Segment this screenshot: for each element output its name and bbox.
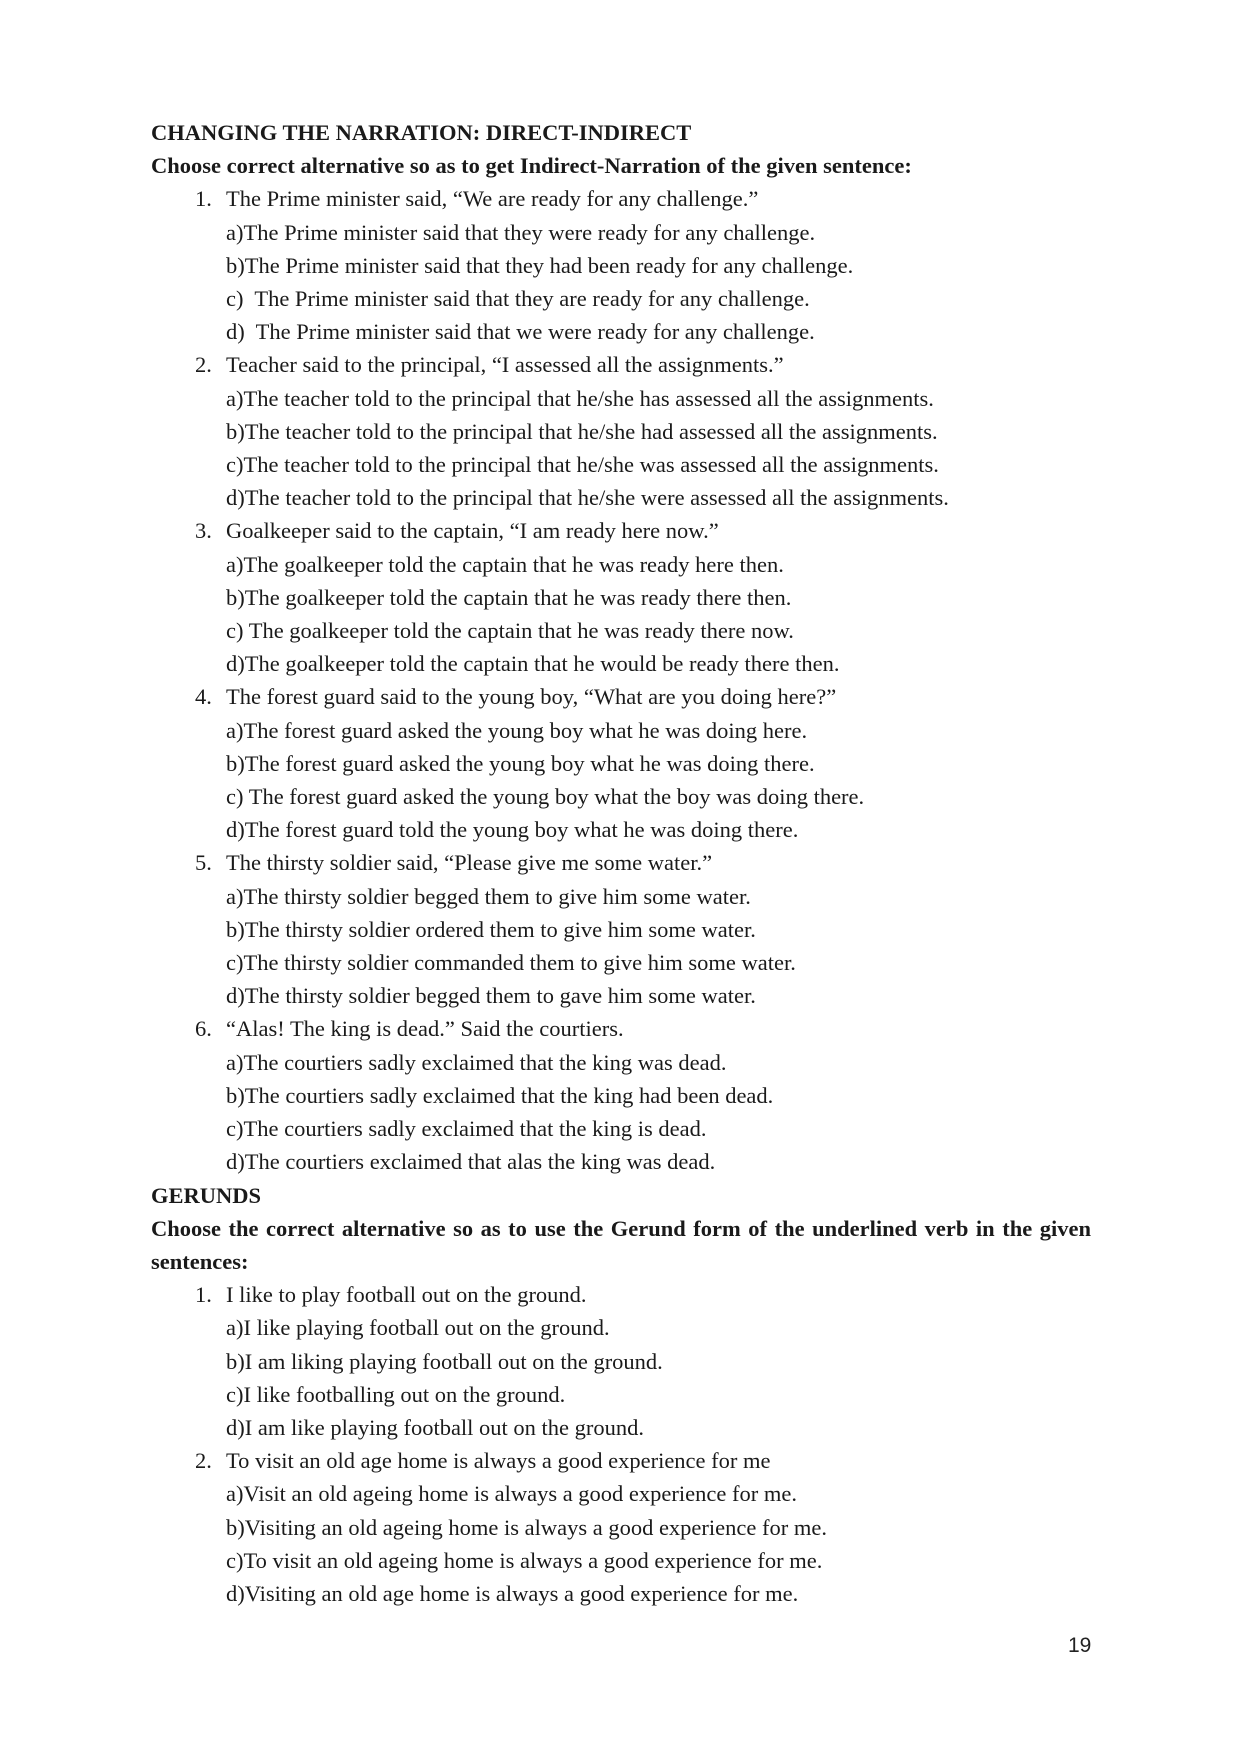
answer-option: d)The forest guard told the young boy what he was doing there. [226,817,799,843]
question-stem [151,1278,1091,1311]
question-item [151,1278,1091,1444]
question-text: To visit an old age home is always a good experience for me [226,1448,771,1474]
question-item [151,680,1091,846]
question-item [151,182,1091,348]
section-heading: CHANGING THE NARRATION: DIRECT-INDIRECT [151,120,692,145]
answer-option: d)The teacher told to the principal that he/she were assessed all the assignments. [226,485,949,511]
question-text: The forest guard said to the young boy, “What are you doing here?” [226,684,837,710]
answer-option: c) The forest guard asked the young boy what the boy was doing there. [226,784,865,810]
answer-option: a)The forest guard asked the young boy what he was doing here. [226,717,808,743]
answer-option: a)The teacher told to the principal that he/she has assessed all the assignments. [226,385,934,411]
section-instruction: Choose the correct alternative so as to use the Gerund form of the underlined verb in the given sentences: [151,1215,1091,1274]
answer-option: c) The goalkeeper told the captain that he was ready there now. [226,618,794,644]
answer-option: d)The goalkeeper told the captain that he would be ready there then. [226,651,840,677]
question-stem [151,1012,1091,1045]
answer-option: b)I am liking playing football out on the ground. [226,1348,663,1374]
question-number: 4. [195,684,212,710]
question-number: 5. [195,850,212,876]
question-stem [151,846,1091,879]
question-number: 1. [195,1282,212,1308]
section-heading: GERUNDS [151,1182,262,1208]
answer-option: c)I like footballing out on the ground. [226,1381,566,1407]
question-text: I like to play football out on the ground. [226,1282,587,1308]
answer-option: b)The Prime minister said that they had been ready for any challenge. [226,252,854,278]
question-list [151,182,1091,1178]
answer-option: a)The thirsty soldier begged them to give him some water. [226,883,751,909]
answer-option: b)The teacher told to the principal that he/she had assessed all the assignments. [226,418,938,444]
answer-option: d) The Prime minister said that we were ready for any challenge. [226,319,815,345]
question-stem [151,182,1091,215]
answer-option: b)Visiting an old ageing home is always a good experience for me. [226,1514,827,1540]
question-item [151,1012,1091,1178]
page-number: 19 [1068,1634,1092,1657]
answer-option: a)The goalkeeper told the captain that he was ready here then. [226,551,784,577]
answer-option: d)The courtiers exclaimed that alas the king was dead. [226,1149,716,1175]
answer-option: b)The thirsty soldier ordered them to give him some water. [226,916,756,942]
answer-option: c)The courtiers sadly exclaimed that the king is dead. [226,1116,707,1142]
question-number: 2. [195,1448,212,1474]
answer-option: d)Visiting an old age home is always a good experience for me. [226,1580,799,1606]
answer-option: c)To visit an old ageing home is always a good experience for me. [226,1547,823,1573]
question-text: The Prime minister said, “We are ready for any challenge.” [226,186,759,212]
answer-option: a)The courtiers sadly exclaimed that the king was dead. [226,1049,727,1075]
question-item [151,846,1091,1012]
question-item [151,348,1091,514]
question-stem [151,514,1091,547]
answer-option: b)The goalkeeper told the captain that he was ready there then. [226,584,792,610]
question-stem [151,680,1091,713]
question-number: 3. [195,518,212,544]
question-text: Teacher said to the principal, “I assessed all the assignments.” [226,352,784,378]
question-text: “Alas! The king is dead.” Said the courtiers. [226,1016,624,1042]
answer-option: c)The thirsty soldier commanded them to give him some water. [226,950,796,976]
question-item [151,514,1091,680]
answer-option: a)I like playing football out on the ground. [226,1315,610,1341]
question-number: 2. [195,352,212,378]
answer-option: b)The forest guard asked the young boy what he was doing there. [226,750,815,776]
question-stem [151,348,1091,381]
worksheet-content [151,116,1091,1610]
answer-option: c) The Prime minister said that they are ready for any challenge. [226,286,810,312]
answer-option: d)I am like playing football out on the ground. [226,1414,645,1440]
question-stem [151,1444,1091,1477]
question-text: The thirsty soldier said, “Please give me some water.” [226,850,713,876]
question-item [151,1444,1091,1610]
question-number: 6. [195,1016,212,1042]
answer-option: c)The teacher told to the principal that he/she was assessed all the assignments. [226,452,939,478]
answer-option: a)The Prime minister said that they were ready for any challenge. [226,219,816,245]
section-instruction: Choose correct alternative so as to get Indirect-Narration of the given sentence: [151,153,912,179]
question-text: Goalkeeper said to the captain, “I am ready here now.” [226,518,719,544]
answer-option: a)Visit an old ageing home is always a good experience for me. [226,1481,797,1507]
answer-option: b)The courtiers sadly exclaimed that the king had been dead. [226,1082,774,1108]
answer-option: d)The thirsty soldier begged them to gave him some water. [226,983,756,1009]
question-number: 1. [195,186,212,212]
question-list [151,1278,1091,1610]
